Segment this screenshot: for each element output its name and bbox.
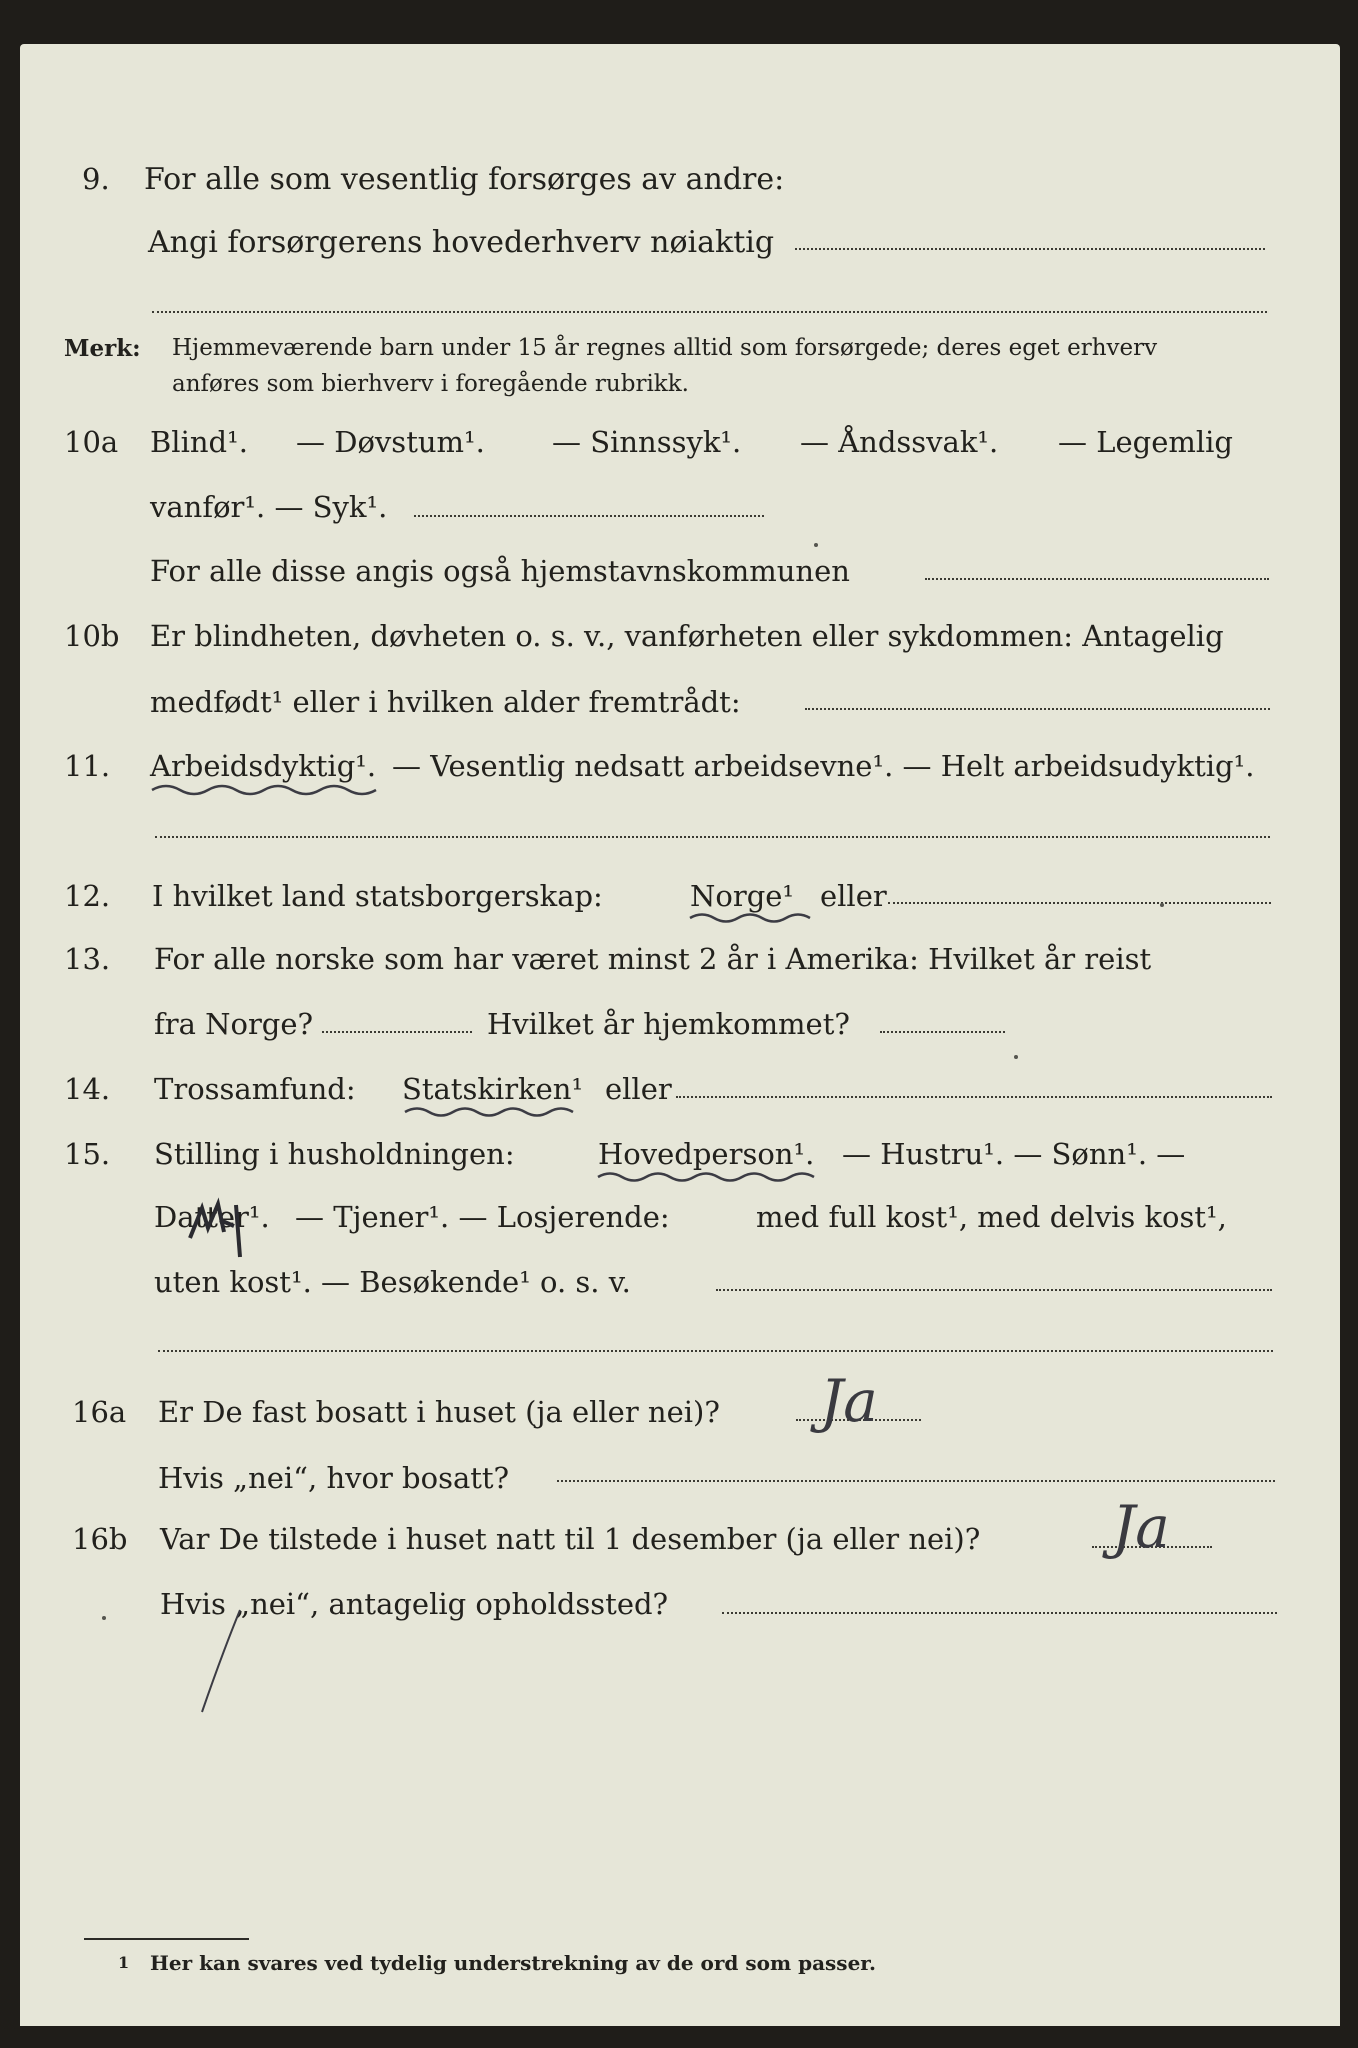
merk-label: Merk: xyxy=(64,335,141,362)
q14-squiggle-underline xyxy=(405,1109,573,1116)
q15-kost: med full kost¹, med delvis kost¹, xyxy=(756,1200,1227,1234)
footnote-text: Her kan svares ved tydelig understrekning av de ord som passer. xyxy=(150,1951,876,1975)
ink-dot xyxy=(102,1616,106,1620)
q15-number: 15. xyxy=(64,1137,111,1171)
q16a-handwritten-answer: Ja xyxy=(820,1367,878,1435)
q14-text: Trossamfund: xyxy=(154,1072,356,1106)
q11-arbeidsdyktig: Arbeidsdyktig¹. xyxy=(150,749,377,783)
q15-text: Stilling i husholdningen: xyxy=(154,1137,515,1171)
q15-datter-strike xyxy=(190,1204,240,1257)
q16b-number: 16b xyxy=(72,1522,128,1556)
q15-squiggle-underline xyxy=(598,1174,814,1181)
footnote-mark: 1 xyxy=(118,1953,130,1972)
q9-line1: For alle som vesentlig forsørges av andre: xyxy=(144,162,785,197)
q16b-handwritten-answer: Ja xyxy=(1112,1493,1170,1561)
q9-line2: Angi forsørgerens hovederhverv nøiaktig xyxy=(148,225,775,260)
q15-hustru-sonn: — Hustru¹. — Sønn¹. — xyxy=(842,1137,1186,1171)
q12-eller: eller xyxy=(820,879,887,913)
q14-eller: eller xyxy=(605,1072,672,1106)
q10a-number: 10a xyxy=(64,425,119,459)
q13-line1: For alle norske som har været minst 2 år i Amerika: Hvilket år reist xyxy=(154,942,1152,976)
q16a-number: 16a xyxy=(72,1395,127,1429)
q14-number: 14. xyxy=(64,1072,111,1106)
merk-line2: anføres som bierhverv i foregående rubrikk. xyxy=(172,371,689,397)
ink-dot xyxy=(1014,1055,1018,1059)
q10a-dovstum: — Døvstum¹. xyxy=(296,425,485,459)
q14-statskirken: Statskirken¹ xyxy=(402,1072,584,1106)
q12-number: 12. xyxy=(64,879,111,913)
q15-line3: uten kost¹. — Besøkende¹ o. s. v. xyxy=(154,1265,631,1299)
q11-rest: — Vesentlig nedsatt arbeidsevne¹. — Helt arbeidsudyktig¹. xyxy=(392,749,1255,783)
q15-datter: Datter¹. xyxy=(154,1200,270,1234)
q13-reist: fra Norge? xyxy=(154,1007,314,1041)
q16b-line2: Hvis „nei“, antagelig opholdssted? xyxy=(160,1587,669,1621)
q12-norge: Norge¹ xyxy=(690,879,795,913)
q15-hovedperson: Hovedperson¹. xyxy=(598,1137,815,1171)
q10b-line2: medfødt¹ eller i hvilken alder fremtrådt: xyxy=(150,685,741,719)
q10a-blind: Blind¹. xyxy=(150,425,248,459)
ink-dot xyxy=(1160,903,1164,907)
q16a-line1: Er De fast bosatt i huset (ja eller nei)? xyxy=(158,1395,720,1429)
q16b-line1: Var De tilstede i huset natt til 1 desember (ja eller nei)? xyxy=(160,1522,981,1556)
q10b-line1: Er blindheten, døvheten o. s. v., vanførheten eller sykdommen: Antagelig xyxy=(150,619,1224,653)
merk-line1: Hjemmeværende barn under 15 år regnes alltid som forsørgede; deres eget erhverv xyxy=(172,335,1158,361)
ink-dot xyxy=(814,543,818,547)
q10a-andssvak: — Åndssvak¹. xyxy=(800,425,999,459)
q12-squiggle-underline xyxy=(690,915,810,922)
q10a-sinnssyk: — Sinnssyk¹. xyxy=(552,425,742,459)
q9-number: 9. xyxy=(82,162,110,196)
q11-number: 11. xyxy=(64,749,111,783)
q13-hjemkommet: Hvilket år hjemkommet? xyxy=(487,1007,850,1041)
q13-number: 13. xyxy=(64,942,111,976)
q10b-number: 10b xyxy=(64,619,120,653)
q16b-left-stroke xyxy=(202,1610,240,1712)
q10a-legemlig: — Legemlig xyxy=(1058,425,1233,459)
q10a-line2: vanfør¹. — Syk¹. xyxy=(150,490,388,524)
q10a-line3: For alle disse angis også hjemstavnskommunen xyxy=(150,554,850,588)
q11-squiggle-underline xyxy=(152,786,376,794)
q16a-line2: Hvis „nei“, hvor bosatt? xyxy=(158,1461,510,1495)
q15-tjener-losjerende: — Tjener¹. — Losjerende: xyxy=(295,1200,670,1234)
q12-text: I hvilket land statsborgerskap: xyxy=(152,879,603,913)
